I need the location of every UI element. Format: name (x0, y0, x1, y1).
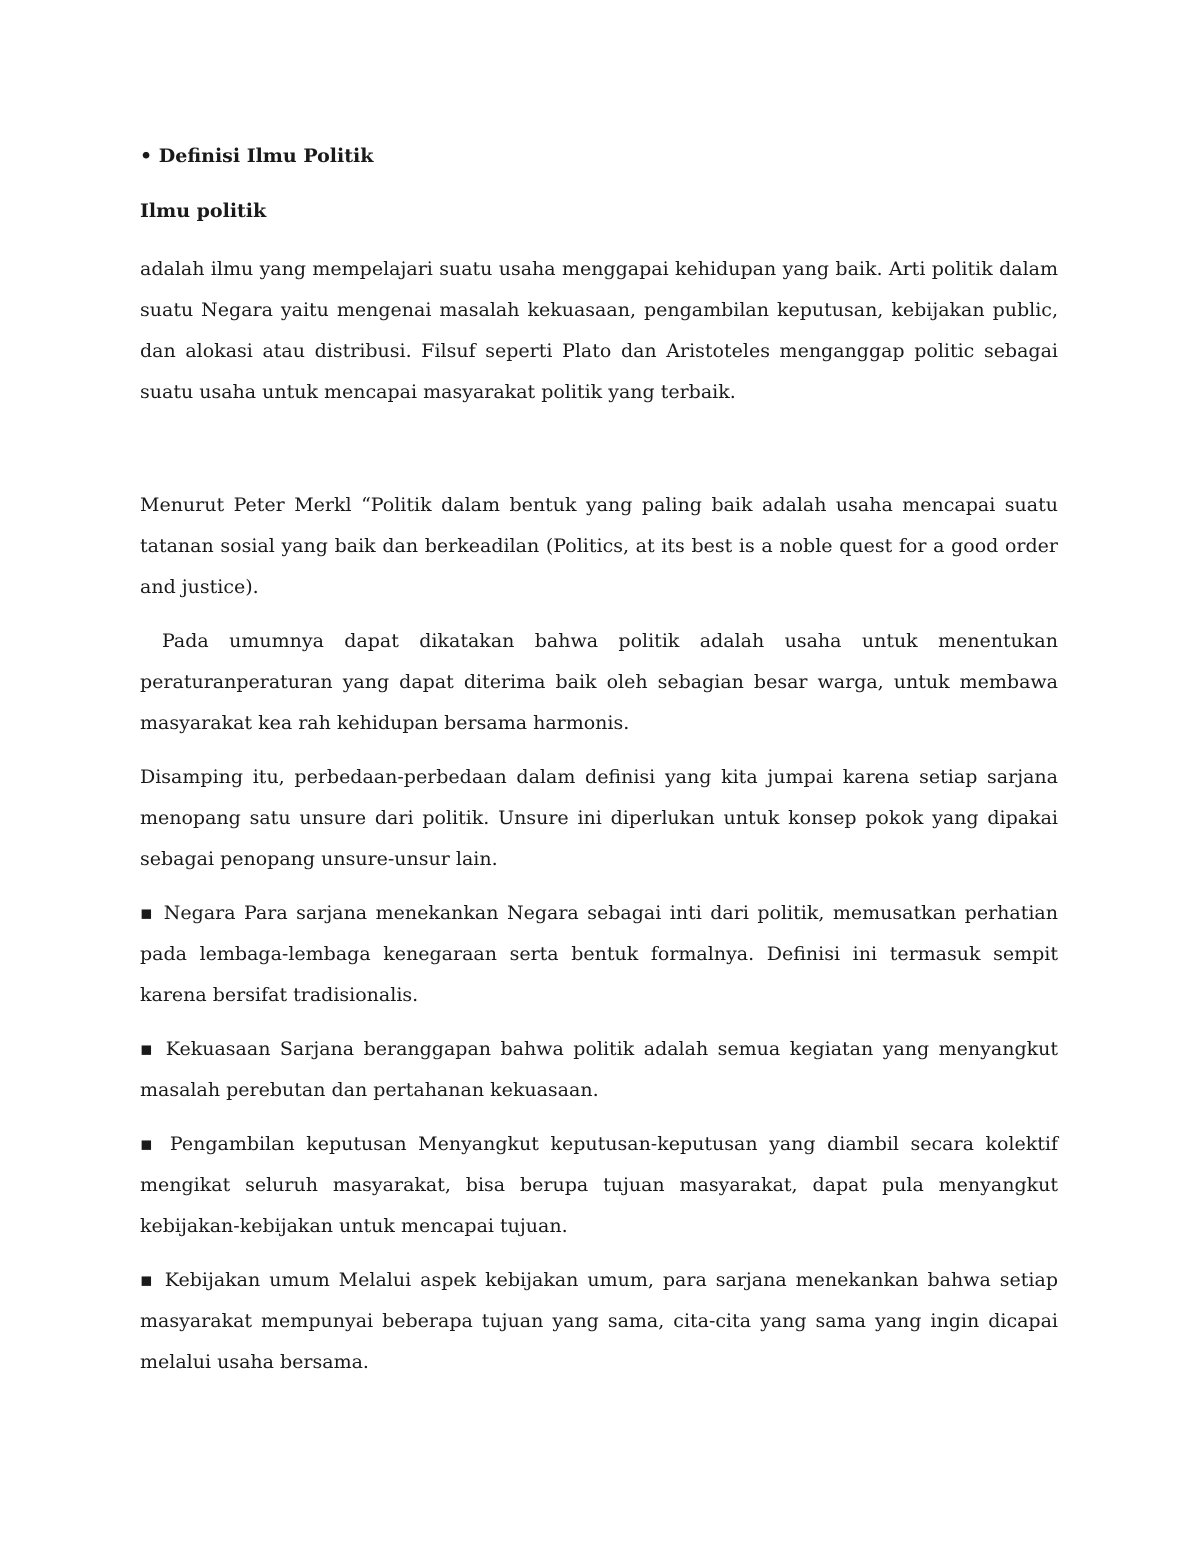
paragraph-general: Pada umumnya dapat dikatakan bahwa politik adalah usaha untuk menentukan peraturanperaturan yang dapat diterima baik oleh sebagian besar warga, untuk membawa masyarakat kea rah kehidupan bersama harmonis. (140, 630, 1058, 734)
bullet-item-kekuasaan: ▪ Kekuasaan Sarjana beranggapan bahwa politik adalah semua kegiatan yang menyangkut masalah perebutan dan pertahanan kekuasaan. (140, 1038, 1058, 1101)
paragraph-merkl-quote: Menurut Peter Merkl “Politik dalam bentuk yang paling baik adalah usaha mencapai suatu tatanan sosial yang baik dan berkeadilan (Politics, at its best is a noble quest for a good order and justice). (140, 494, 1058, 598)
paragraph-differences: Disamping itu, perbedaan-perbedaan dalam definisi yang kita jumpai karena setiap sarjana menopang satu unsure dari politik. Unsure ini diperlukan untuk konsep pokok yang dipakai sebagai penopang unsure-unsur lain. (140, 766, 1058, 870)
document-page (140, 140, 1058, 1383)
bullet-item-pengambilan-keputusan: ▪ Pengambilan keputusan Menyangkut keputusan-keputusan yang diambil secara kolektif mengikat seluruh masyarakat, bisa berupa tujuan masyarakat, dapat pula menyangkut kebijakan-kebijakan untuk mencapai tujuan. (140, 1133, 1058, 1237)
paragraph-definition: adalah ilmu yang mempelajari suatu usaha menggapai kehidupan yang baik. Arti politik dalam suatu Negara yaitu mengenai masalah kekuasaan, pengambilan keputusan, kebijakan public, dan alokasi atau distribusi. Filsuf seperti Plato dan Aristoteles menganggap politic sebagai suatu usaha untuk mencapai masyarakat politik yang terbaik. (140, 258, 1058, 403)
bullet-item-kebijakan-umum: ▪ Kebijakan umum Melalui aspek kebijakan umum, para sarjana menekankan bahwa setiap masyarakat mempunyai beberapa tujuan yang sama, cita-cita yang sama yang ingin dicapai melalui usaha bersama. (140, 1269, 1058, 1373)
document-title: • Definisi Ilmu Politik (140, 145, 374, 167)
section-heading: Ilmu politik (140, 200, 267, 222)
bullet-item-negara: ▪ Negara Para sarjana menekankan Negara sebagai inti dari politik, memusatkan perhatian pada lembaga-lembaga kenegaraan serta bentuk formalnya. Definisi ini termasuk sempit karena bersifat tradisionalis. (140, 902, 1058, 1006)
